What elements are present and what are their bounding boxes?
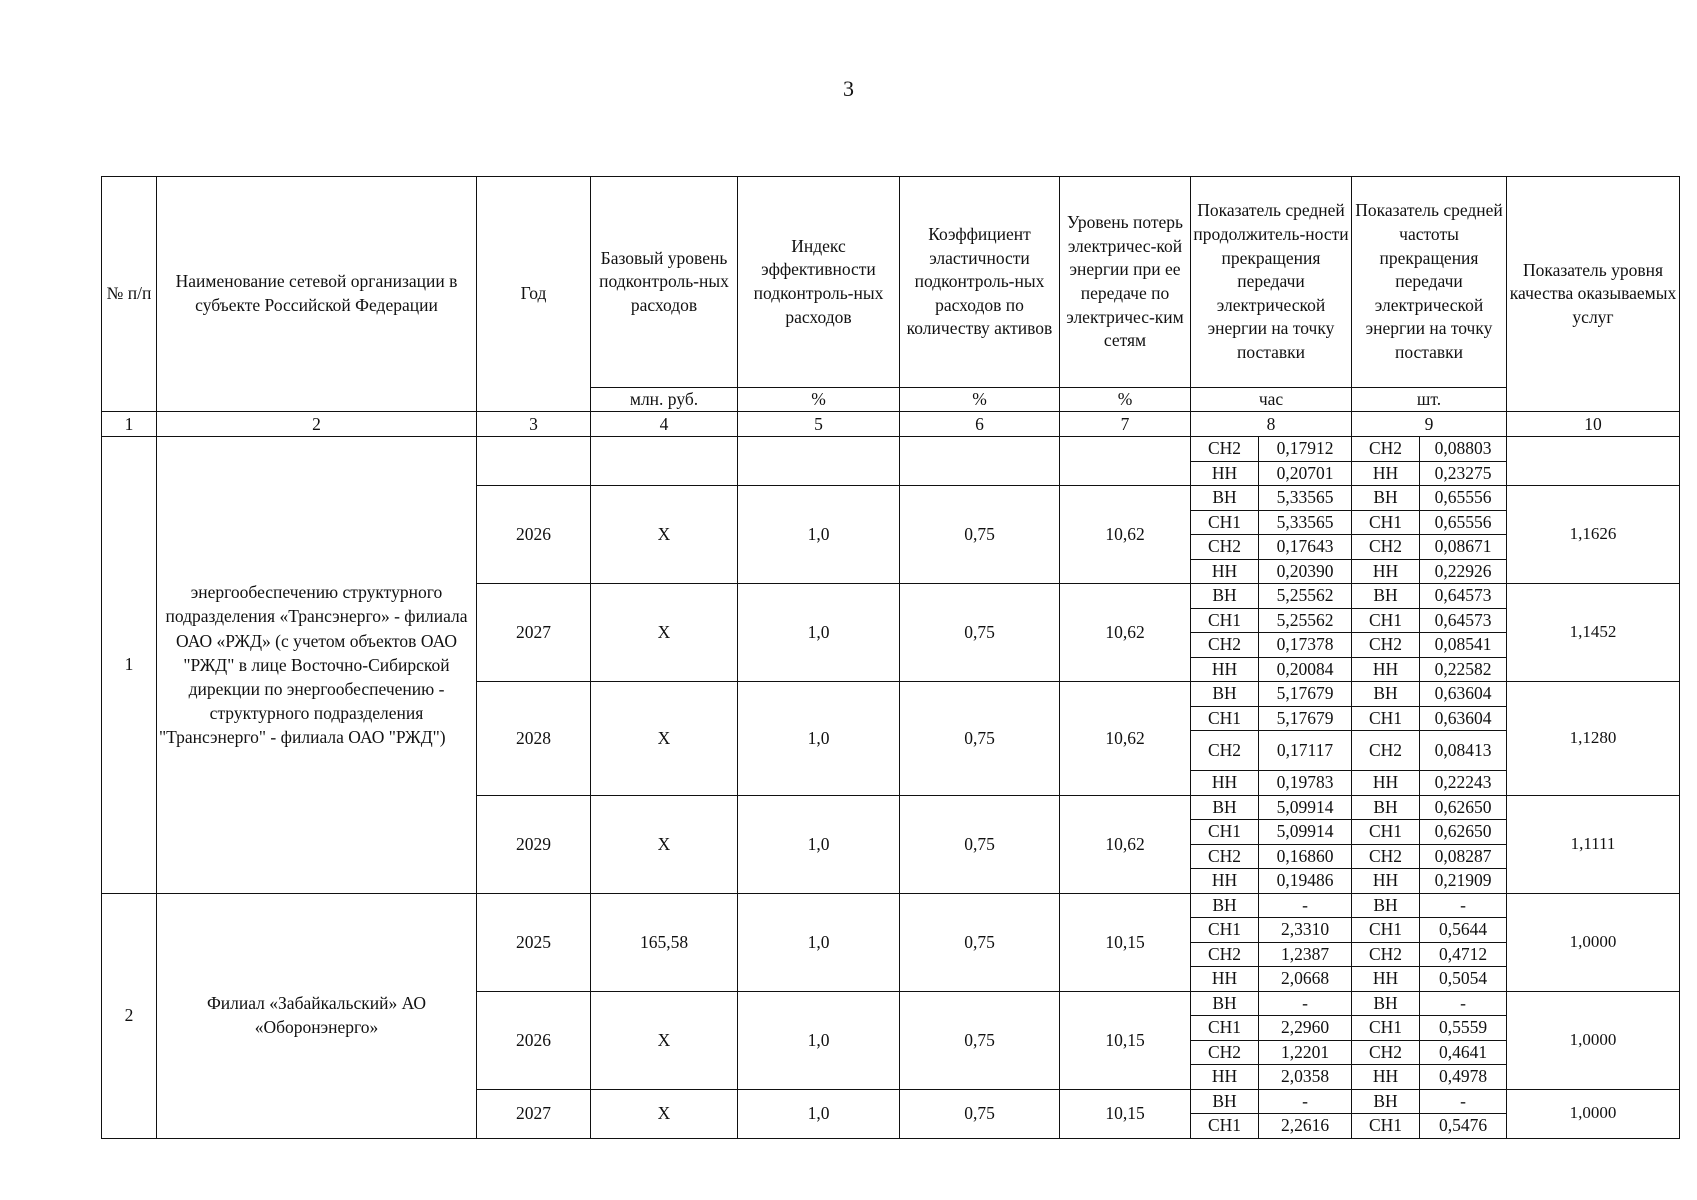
colnum-7: 7 [1060, 412, 1191, 437]
duration-level-label: СН2 [1191, 535, 1259, 560]
quality-indicator-cell: 1,1452 [1507, 584, 1680, 682]
org-name: энергообеспечению структурного подразделения «Трансэнерго» - филиала ОАО «РЖД» (с учетом объектов ОАО "РЖД" в лице Восточно-Сибирской дирекции по энергообеспечению - структурного подразделения "Трансэнерго" - филиала ОАО "РЖД") [157, 437, 477, 894]
duration-value: 0,20390 [1259, 559, 1352, 584]
colnum-6: 6 [900, 412, 1060, 437]
duration-value: 0,17378 [1259, 633, 1352, 658]
frequency-value: - [1420, 1089, 1507, 1114]
frequency-level-label: СН2 [1352, 731, 1420, 771]
frequency-value: 0,5476 [1420, 1114, 1507, 1139]
duration-value: 0,20084 [1259, 657, 1352, 682]
duration-value: 1,2201 [1259, 1040, 1352, 1065]
frequency-level-label: СН2 [1352, 437, 1420, 462]
page-number: 3 [843, 76, 854, 101]
duration-value: 5,33565 [1259, 510, 1352, 535]
efficiency-index-cell: 1,0 [738, 795, 900, 893]
unit-frequency: шт. [1352, 388, 1507, 412]
duration-value: 2,3310 [1259, 918, 1352, 943]
header-duration-indicator: Показатель средней продолжитель-ности прекращения передачи электрической энергии на точку поставки [1191, 177, 1352, 388]
elasticity-coef-cell: 0,75 [900, 1089, 1060, 1138]
duration-value: 0,16860 [1259, 844, 1352, 869]
duration-value: 0,17912 [1259, 437, 1352, 462]
year-cell: 2028 [477, 682, 591, 796]
table-row [102, 893, 1680, 918]
duration-value: - [1259, 991, 1352, 1016]
loss-level-cell: 10,62 [1060, 486, 1191, 584]
loss-level-cell: 10,15 [1060, 1089, 1191, 1138]
elasticity-coef-cell: 0,75 [900, 682, 1060, 796]
duration-level-label: НН [1191, 967, 1259, 992]
frequency-value: 0,64573 [1420, 608, 1507, 633]
row-number: 1 [102, 437, 157, 894]
tariff-parameters-table [101, 176, 1680, 1139]
duration-level-label: ВН [1191, 795, 1259, 820]
loss-level-cell: 10,62 [1060, 795, 1191, 893]
frequency-level-label: ВН [1352, 584, 1420, 609]
loss-cell-empty [1060, 437, 1191, 486]
column-numbers-row [102, 412, 1680, 437]
base-level-cell: X [591, 682, 738, 796]
efficiency-index-cell: 1,0 [738, 486, 900, 584]
colnum-2: 2 [157, 412, 477, 437]
year-cell: 2027 [477, 1089, 591, 1138]
duration-value: 2,2616 [1259, 1114, 1352, 1139]
frequency-value: 0,64573 [1420, 584, 1507, 609]
header-quality-indicator: Показатель уровня качества оказываемых услуг [1507, 177, 1680, 412]
frequency-value: 0,08413 [1420, 731, 1507, 771]
frequency-value: 0,63604 [1420, 706, 1507, 731]
unit-efficiency-index: % [738, 388, 900, 412]
header-elasticity-coef: Коэффициент эластичности подконтроль-ных расходов по количеству активов [900, 177, 1060, 388]
elasticity-coef-cell: 0,75 [900, 486, 1060, 584]
row-number: 2 [102, 893, 157, 1138]
duration-level-label: ВН [1191, 584, 1259, 609]
frequency-value: 0,65556 [1420, 510, 1507, 535]
duration-level-label: ВН [1191, 682, 1259, 707]
frequency-level-label: СН2 [1352, 633, 1420, 658]
duration-value: 0,20701 [1259, 461, 1352, 486]
frequency-value: 0,22243 [1420, 771, 1507, 796]
year-cell: 2027 [477, 584, 591, 682]
header-efficiency-index: Индекс эффективности подконтроль-ных расходов [738, 177, 900, 388]
colnum-5: 5 [738, 412, 900, 437]
colnum-9: 9 [1352, 412, 1507, 437]
duration-level-label: СН1 [1191, 706, 1259, 731]
loss-level-cell: 10,15 [1060, 893, 1191, 991]
frequency-level-label: СН2 [1352, 844, 1420, 869]
quality-indicator-cell: 1,0000 [1507, 893, 1680, 991]
loss-level-cell: 10,62 [1060, 584, 1191, 682]
coef-cell-empty [900, 437, 1060, 486]
frequency-value: 0,08803 [1420, 437, 1507, 462]
duration-level-label: СН2 [1191, 844, 1259, 869]
frequency-level-label: СН1 [1352, 820, 1420, 845]
year-cell: 2026 [477, 991, 591, 1089]
frequency-value: 0,22582 [1420, 657, 1507, 682]
quality-indicator-cell: 1,0000 [1507, 1089, 1680, 1138]
quality-indicator-cell: 1,1626 [1507, 486, 1680, 584]
base-level-cell: X [591, 795, 738, 893]
base-level-cell: X [591, 486, 738, 584]
frequency-value: 0,4712 [1420, 942, 1507, 967]
header-org-name: Наименование сетевой организации в субъекте Российской Федерации [157, 177, 477, 412]
frequency-value: 0,62650 [1420, 795, 1507, 820]
quality-indicator-cell: 1,1280 [1507, 682, 1680, 796]
duration-level-label: СН1 [1191, 820, 1259, 845]
elasticity-coef-cell: 0,75 [900, 893, 1060, 991]
efficiency-index-cell: 1,0 [738, 584, 900, 682]
frequency-level-label: ВН [1352, 893, 1420, 918]
loss-level-cell: 10,62 [1060, 682, 1191, 796]
frequency-value: 0,63604 [1420, 682, 1507, 707]
header-loss-level: Уровень потерь электричес-кой энергии при ее передаче по электричес-ким сетям [1060, 177, 1191, 388]
header-base-level: Базовый уровень подконтроль-ных расходов [591, 177, 738, 388]
duration-level-label: НН [1191, 657, 1259, 682]
duration-level-label: СН1 [1191, 918, 1259, 943]
quality-indicator-cell: 1,1111 [1507, 795, 1680, 893]
frequency-level-label: НН [1352, 869, 1420, 894]
duration-value: 5,09914 [1259, 795, 1352, 820]
elasticity-coef-cell: 0,75 [900, 795, 1060, 893]
duration-level-label: СН2 [1191, 731, 1259, 771]
duration-level-label: СН2 [1191, 437, 1259, 462]
frequency-level-label: СН2 [1352, 942, 1420, 967]
frequency-value: 0,5644 [1420, 918, 1507, 943]
frequency-level-label: НН [1352, 967, 1420, 992]
duration-level-label: НН [1191, 461, 1259, 486]
frequency-level-label: ВН [1352, 991, 1420, 1016]
frequency-level-label: СН1 [1352, 608, 1420, 633]
colnum-1: 1 [102, 412, 157, 437]
header-row [102, 177, 1680, 388]
duration-level-label: СН2 [1191, 1040, 1259, 1065]
table-row [102, 437, 1680, 462]
frequency-level-label: ВН [1352, 486, 1420, 511]
duration-value: 2,2960 [1259, 1016, 1352, 1041]
base-level-cell: 165,58 [591, 893, 738, 991]
frequency-value: 0,5054 [1420, 967, 1507, 992]
frequency-value: - [1420, 893, 1507, 918]
duration-value: 2,0668 [1259, 967, 1352, 992]
duration-level-label: СН1 [1191, 510, 1259, 535]
quality-indicator-cell: 1,0000 [1507, 991, 1680, 1089]
frequency-level-label: СН2 [1352, 1040, 1420, 1065]
duration-level-label: НН [1191, 559, 1259, 584]
frequency-value: 0,21909 [1420, 869, 1507, 894]
elasticity-coef-cell: 0,75 [900, 584, 1060, 682]
frequency-level-label: ВН [1352, 1089, 1420, 1114]
base-level-cell: X [591, 991, 738, 1089]
base-level-cell: X [591, 584, 738, 682]
duration-value: 0,19486 [1259, 869, 1352, 894]
frequency-level-label: НН [1352, 771, 1420, 796]
loss-level-cell: 10,15 [1060, 991, 1191, 1089]
duration-level-label: ВН [1191, 991, 1259, 1016]
colnum-4: 4 [591, 412, 738, 437]
frequency-level-label: СН1 [1352, 706, 1420, 731]
duration-value: 0,17643 [1259, 535, 1352, 560]
unit-elasticity-coef: % [900, 388, 1060, 412]
base-cell-empty [591, 437, 738, 486]
unit-loss-level: % [1060, 388, 1191, 412]
duration-level-label: СН2 [1191, 633, 1259, 658]
frequency-value: 0,08671 [1420, 535, 1507, 560]
duration-value: 5,17679 [1259, 682, 1352, 707]
duration-level-label: ВН [1191, 893, 1259, 918]
frequency-level-label: СН2 [1352, 535, 1420, 560]
unit-duration: час [1191, 388, 1352, 412]
frequency-value: 0,62650 [1420, 820, 1507, 845]
frequency-value: 0,4978 [1420, 1065, 1507, 1090]
duration-level-label: СН1 [1191, 1114, 1259, 1139]
frequency-level-label: НН [1352, 657, 1420, 682]
duration-level-label: СН1 [1191, 608, 1259, 633]
efficiency-index-cell: 1,0 [738, 1089, 900, 1138]
frequency-value: 0,08541 [1420, 633, 1507, 658]
duration-level-label: СН2 [1191, 942, 1259, 967]
frequency-level-label: ВН [1352, 795, 1420, 820]
frequency-value: - [1420, 991, 1507, 1016]
year-cell-empty [477, 437, 591, 486]
duration-level-label: НН [1191, 1065, 1259, 1090]
header-year: Год [477, 177, 591, 412]
header-num: № п/п [102, 177, 157, 412]
frequency-level-label: СН1 [1352, 510, 1420, 535]
year-cell: 2025 [477, 893, 591, 991]
frequency-value: 0,22926 [1420, 559, 1507, 584]
duration-value: 5,17679 [1259, 706, 1352, 731]
colnum-10: 10 [1507, 412, 1680, 437]
frequency-level-label: СН1 [1352, 1114, 1420, 1139]
duration-value: 5,25562 [1259, 608, 1352, 633]
frequency-level-label: СН1 [1352, 918, 1420, 943]
duration-level-label: НН [1191, 869, 1259, 894]
frequency-level-label: НН [1352, 461, 1420, 486]
duration-level-label: ВН [1191, 486, 1259, 511]
duration-level-label: СН1 [1191, 1016, 1259, 1041]
duration-value: 0,19783 [1259, 771, 1352, 796]
frequency-value: 0,65556 [1420, 486, 1507, 511]
frequency-value: 0,23275 [1420, 461, 1507, 486]
year-cell: 2026 [477, 486, 591, 584]
elasticity-coef-cell: 0,75 [900, 991, 1060, 1089]
year-cell: 2029 [477, 795, 591, 893]
frequency-level-label: НН [1352, 1065, 1420, 1090]
duration-value: - [1259, 893, 1352, 918]
frequency-level-label: СН1 [1352, 1016, 1420, 1041]
index-cell-empty [738, 437, 900, 486]
base-level-cell: X [591, 1089, 738, 1138]
colnum-3: 3 [477, 412, 591, 437]
duration-value: - [1259, 1089, 1352, 1114]
duration-value: 1,2387 [1259, 942, 1352, 967]
header-frequency-indicator: Показатель средней частоты прекращения передачи электрической энергии на точку поставки [1352, 177, 1507, 388]
duration-level-label: НН [1191, 771, 1259, 796]
duration-value: 2,0358 [1259, 1065, 1352, 1090]
org-name: Филиал «Забайкальский» АО «Оборонэнерго» [157, 893, 477, 1138]
efficiency-index-cell: 1,0 [738, 893, 900, 991]
efficiency-index-cell: 1,0 [738, 682, 900, 796]
quality-cell-empty [1507, 437, 1680, 486]
duration-value: 5,09914 [1259, 820, 1352, 845]
duration-value: 0,17117 [1259, 731, 1352, 771]
duration-value: 5,25562 [1259, 584, 1352, 609]
duration-level-label: ВН [1191, 1089, 1259, 1114]
frequency-level-label: НН [1352, 559, 1420, 584]
duration-value: 5,33565 [1259, 486, 1352, 511]
frequency-value: 0,5559 [1420, 1016, 1507, 1041]
frequency-value: 0,08287 [1420, 844, 1507, 869]
efficiency-index-cell: 1,0 [738, 991, 900, 1089]
colnum-8: 8 [1191, 412, 1352, 437]
frequency-level-label: ВН [1352, 682, 1420, 707]
frequency-value: 0,4641 [1420, 1040, 1507, 1065]
unit-base-level: млн. руб. [591, 388, 738, 412]
